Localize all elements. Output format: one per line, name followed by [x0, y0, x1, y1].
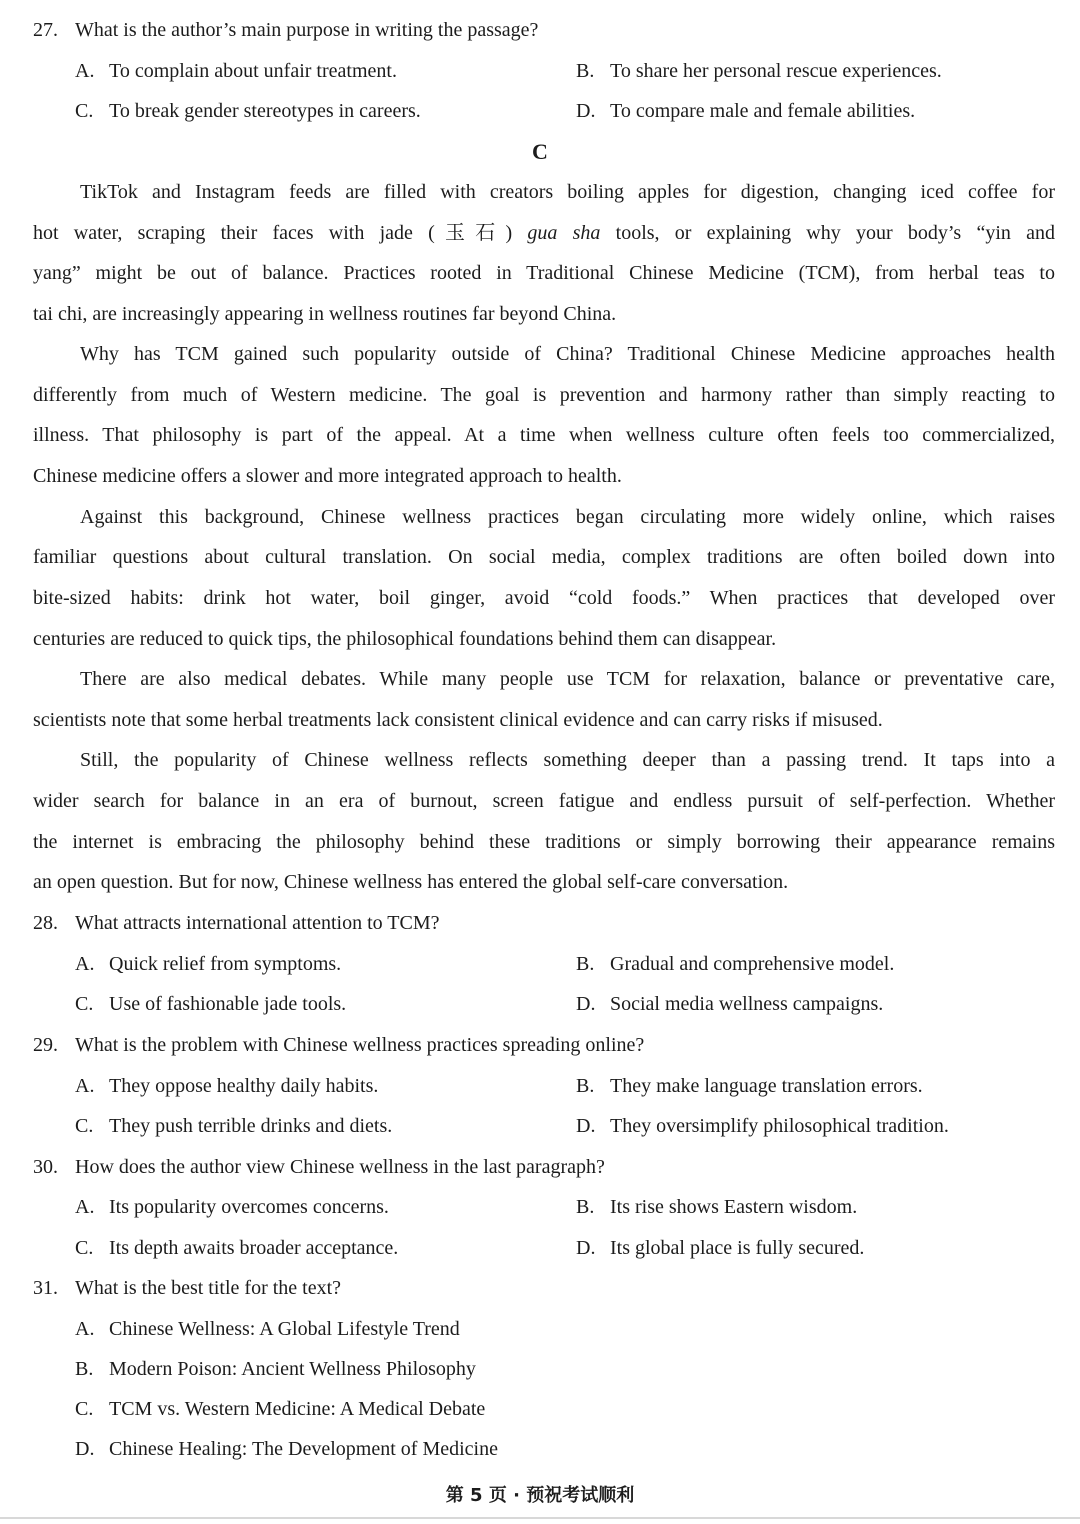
option-27-c: [75, 96, 421, 126]
option-letter: D.: [75, 1438, 95, 1460]
option-31-a: [75, 1314, 460, 1344]
option-text: They push terrible drinks and diets.: [109, 1115, 393, 1137]
passage-p5-line: wider search for balance in an era of burnout, screen fatigue and endless pursuit of self-perfection. Whether: [33, 790, 1055, 812]
option-text: To compare male and female abilities.: [610, 100, 916, 122]
option-text: Quick relief from symptoms.: [109, 953, 342, 975]
question-text: What is the problem with Chinese wellness practices spreading online?: [75, 1034, 645, 1056]
option-text: To break gender stereotypes in careers.: [109, 100, 421, 122]
option-31-b: [75, 1354, 476, 1384]
option-27-d: [576, 96, 915, 126]
question-number: 27.: [33, 19, 58, 41]
passage-p1-line: [33, 218, 1055, 248]
option-text: Its depth awaits broader acceptance.: [109, 1237, 399, 1259]
option-letter: C.: [75, 1237, 94, 1259]
option-letter: B.: [576, 1075, 595, 1097]
option-31-d: [75, 1434, 498, 1464]
option-text: They oppose healthy daily habits.: [109, 1075, 379, 1097]
option-28-b: [576, 949, 894, 979]
option-letter: B.: [576, 953, 595, 975]
question-number: 31.: [33, 1277, 58, 1299]
option-28-a: [75, 949, 341, 979]
question-29-stem: [33, 1030, 644, 1060]
option-text: Its popularity overcomes concerns.: [109, 1196, 389, 1218]
passage-p1-line: tai chi, are increasingly appearing in wellness routines far beyond China.: [33, 303, 617, 325]
option-text: Social media wellness campaigns.: [610, 993, 884, 1015]
passage-text: hot water, scraping their faces with jade (玉石): [33, 222, 528, 244]
option-letter: A.: [75, 1196, 95, 1218]
option-30-c: [75, 1233, 398, 1263]
passage-p1-line: TikTok and Instagram feeds are filled with creators boiling apples for digestion, changing iced coffee for: [80, 181, 1055, 203]
passage-p3-line: bite-sized habits: drink hot water, boil ginger, avoid “cold foods.” When practices that developed over: [33, 587, 1055, 609]
option-letter: A.: [75, 1075, 95, 1097]
bottom-divider: [0, 1517, 1080, 1519]
option-letter: A.: [75, 953, 95, 975]
option-30-a: [75, 1192, 389, 1222]
question-text: What is the best title for the text?: [75, 1277, 342, 1299]
option-31-c: [75, 1394, 485, 1424]
passage-p5-line: an open question. But for now, Chinese wellness has entered the global self-care conversation.: [33, 871, 789, 893]
option-29-d: [576, 1111, 949, 1141]
passage-p2-line: differently from much of Western medicine. The goal is prevention and harmony rather than simply reacting to: [33, 384, 1055, 406]
passage-italic-term: gua sha: [527, 222, 601, 244]
passage-p4-line: There are also medical debates. While many people use TCM for relaxation, balance or preventative care,: [80, 668, 1055, 690]
passage-p2-line: Chinese medicine offers a slower and more integrated approach to health.: [33, 465, 622, 487]
option-29-b: [576, 1071, 923, 1101]
passage-text: tools, or explaining why your body’s “yin and: [600, 222, 1055, 244]
section-heading: C: [532, 139, 548, 164]
passage-p5-line: the internet is embracing the philosophy behind these traditions or simply borrowing their appearance remains: [33, 831, 1055, 853]
question-text: What attracts international attention to TCM?: [75, 912, 440, 934]
question-31-stem: [33, 1273, 341, 1303]
question-number: 30.: [33, 1156, 58, 1178]
option-letter: C.: [75, 993, 94, 1015]
option-letter: A.: [75, 1318, 95, 1340]
option-text: Chinese Healing: The Development of Medicine: [109, 1438, 498, 1460]
option-text: Gradual and comprehensive model.: [610, 953, 895, 975]
passage-p2-line: illness. That philosophy is part of the appeal. At a time when wellness culture often feels too commercialized,: [33, 424, 1055, 446]
option-text: Chinese Wellness: A Global Lifestyle Trend: [109, 1318, 460, 1340]
option-29-a: [75, 1071, 378, 1101]
option-letter: D.: [576, 1115, 596, 1137]
option-27-b: [576, 56, 942, 86]
passage-p3-line: familiar questions about cultural translation. On social media, complex traditions are often boiled down into: [33, 546, 1055, 568]
passage-p3-line: centuries are reduced to quick tips, the philosophical foundations behind them can disappear.: [33, 628, 777, 650]
option-text: They make language translation errors.: [610, 1075, 923, 1097]
option-letter: D.: [576, 100, 596, 122]
question-27-stem: [33, 15, 538, 45]
option-letter: B.: [75, 1358, 94, 1380]
passage-p2-line: Why has TCM gained such popularity outside of China? Traditional Chinese Medicine approaches health: [80, 343, 1055, 365]
passage-p1-line: yang” might be out of balance. Practices rooted in Traditional Chinese Medicine (TCM), from herbal teas to: [33, 262, 1055, 284]
option-27-a: [75, 56, 397, 86]
option-30-d: [576, 1233, 864, 1263]
question-number: 28.: [33, 912, 58, 934]
option-text: They oversimplify philosophical tradition.: [610, 1115, 949, 1137]
passage-p5-line: Still, the popularity of Chinese wellness reflects something deeper than a passing trend. It taps into a: [80, 749, 1055, 771]
option-letter: C.: [75, 100, 94, 122]
option-text: Modern Poison: Ancient Wellness Philosophy: [109, 1358, 476, 1380]
option-text: TCM vs. Western Medicine: A Medical Debate: [109, 1398, 486, 1420]
option-text: Its global place is fully secured.: [610, 1237, 865, 1259]
option-text: Use of fashionable jade tools.: [109, 993, 347, 1015]
option-letter: B.: [576, 1196, 595, 1218]
option-letter: C.: [75, 1115, 94, 1137]
option-28-c: [75, 989, 346, 1019]
page-footer: 第 5 页 · 预祝考试顺利: [445, 1485, 635, 1506]
option-letter: B.: [576, 60, 595, 82]
option-29-c: [75, 1111, 392, 1141]
option-text: Its rise shows Eastern wisdom.: [610, 1196, 858, 1218]
passage-p4-line: scientists note that some herbal treatments lack consistent clinical evidence and can carry risks if misused.: [33, 709, 883, 731]
question-text: What is the author’s main purpose in writing the passage?: [75, 19, 539, 41]
option-28-d: [576, 989, 883, 1019]
passage-p3-line: Against this background, Chinese wellness practices began circulating more widely online, which raises: [80, 506, 1055, 528]
option-30-b: [576, 1192, 857, 1222]
question-number: 29.: [33, 1034, 58, 1056]
question-28-stem: [33, 908, 440, 938]
option-text: To complain about unfair treatment.: [109, 60, 397, 82]
option-letter: A.: [75, 60, 95, 82]
option-letter: D.: [576, 1237, 596, 1259]
option-letter: C.: [75, 1398, 94, 1420]
option-letter: D.: [576, 993, 596, 1015]
option-text: To share her personal rescue experiences.: [610, 60, 942, 82]
question-text: How does the author view Chinese wellness in the last paragraph?: [75, 1156, 605, 1178]
question-30-stem: [33, 1152, 605, 1182]
